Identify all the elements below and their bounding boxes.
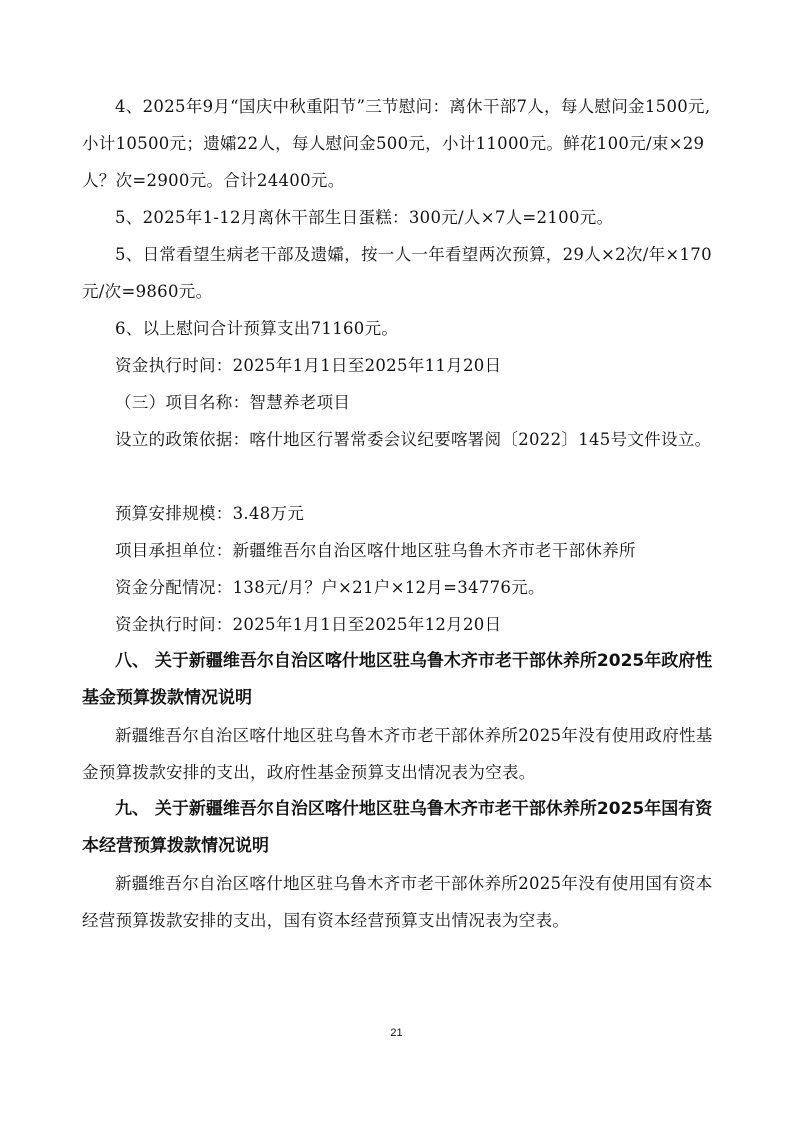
paragraph-state-capital: 新疆维吾尔自治区喀什地区驻乌鲁木齐市老干部休养所2025年没有使用国有资本经营预算拨款安排的支出，国有资本经营预算支出情况表为空表。 [82, 874, 713, 930]
paragraph-birthday-cake: 5、2025年1-12月离休干部生日蛋糕：300元/人×7人=2100元。 [115, 208, 614, 227]
paragraph-project-name: （三）项目名称：智慧养老项目 [115, 393, 351, 412]
paragraph-visits: 5、日常看望生病老干部及遗孀，按一人一年看望两次预算，29人×2次/年×170元/次=9860元。 [82, 245, 712, 301]
paragraph-execution-time-1: 资金执行时间：2025年1月1日至2025年11月20日 [115, 356, 502, 375]
paragraph-policy-basis: 设立的政策依据：喀什地区行署常委会议纪要喀署阅〔2022〕145号文件设立。 [115, 430, 712, 449]
paragraph-total: 6、以上慰问合计预算支出71160元。 [115, 319, 399, 338]
paragraph-government-fund: 新疆维吾尔自治区喀什地区驻乌鲁木齐市老干部休养所2025年没有使用政府性基金预算拨款安排的支出，政府性基金预算支出情况表为空表。 [82, 726, 713, 782]
paragraph-holiday-condolence: 4、2025年9月“国庆中秋重阳节”三节慰问：离休干部7人，每人慰问金1500元,小计10500元；遗孀22人，每人慰问金500元，小计11000元。鲜花100元/束×29人？次=2900元。合计24400元。 [82, 97, 711, 190]
page-number: 21 [390, 1027, 403, 1039]
section-heading-8: 八、 关于新疆维吾尔自治区喀什地区驻乌鲁木齐市老干部休养所2025年政府性基金预算拨款情况说明 [82, 651, 713, 708]
section-heading-9: 九、 关于新疆维吾尔自治区喀什地区驻乌鲁木齐市老干部休养所2025年国有资本经营预算拨款情况说明 [82, 799, 713, 856]
paragraph-execution-time-2: 资金执行时间：2025年1月1日至2025年12月20日 [115, 615, 502, 634]
paragraph-undertaking-unit: 项目承担单位：新疆维吾尔自治区喀什地区驻乌鲁木齐市老干部休养所 [115, 541, 636, 560]
paragraph-budget-scale: 预算安排规模：3.48万元 [115, 504, 305, 523]
paragraph-fund-allocation: 资金分配情况：138元/月？户×21户×12月=34776元。 [115, 578, 545, 597]
